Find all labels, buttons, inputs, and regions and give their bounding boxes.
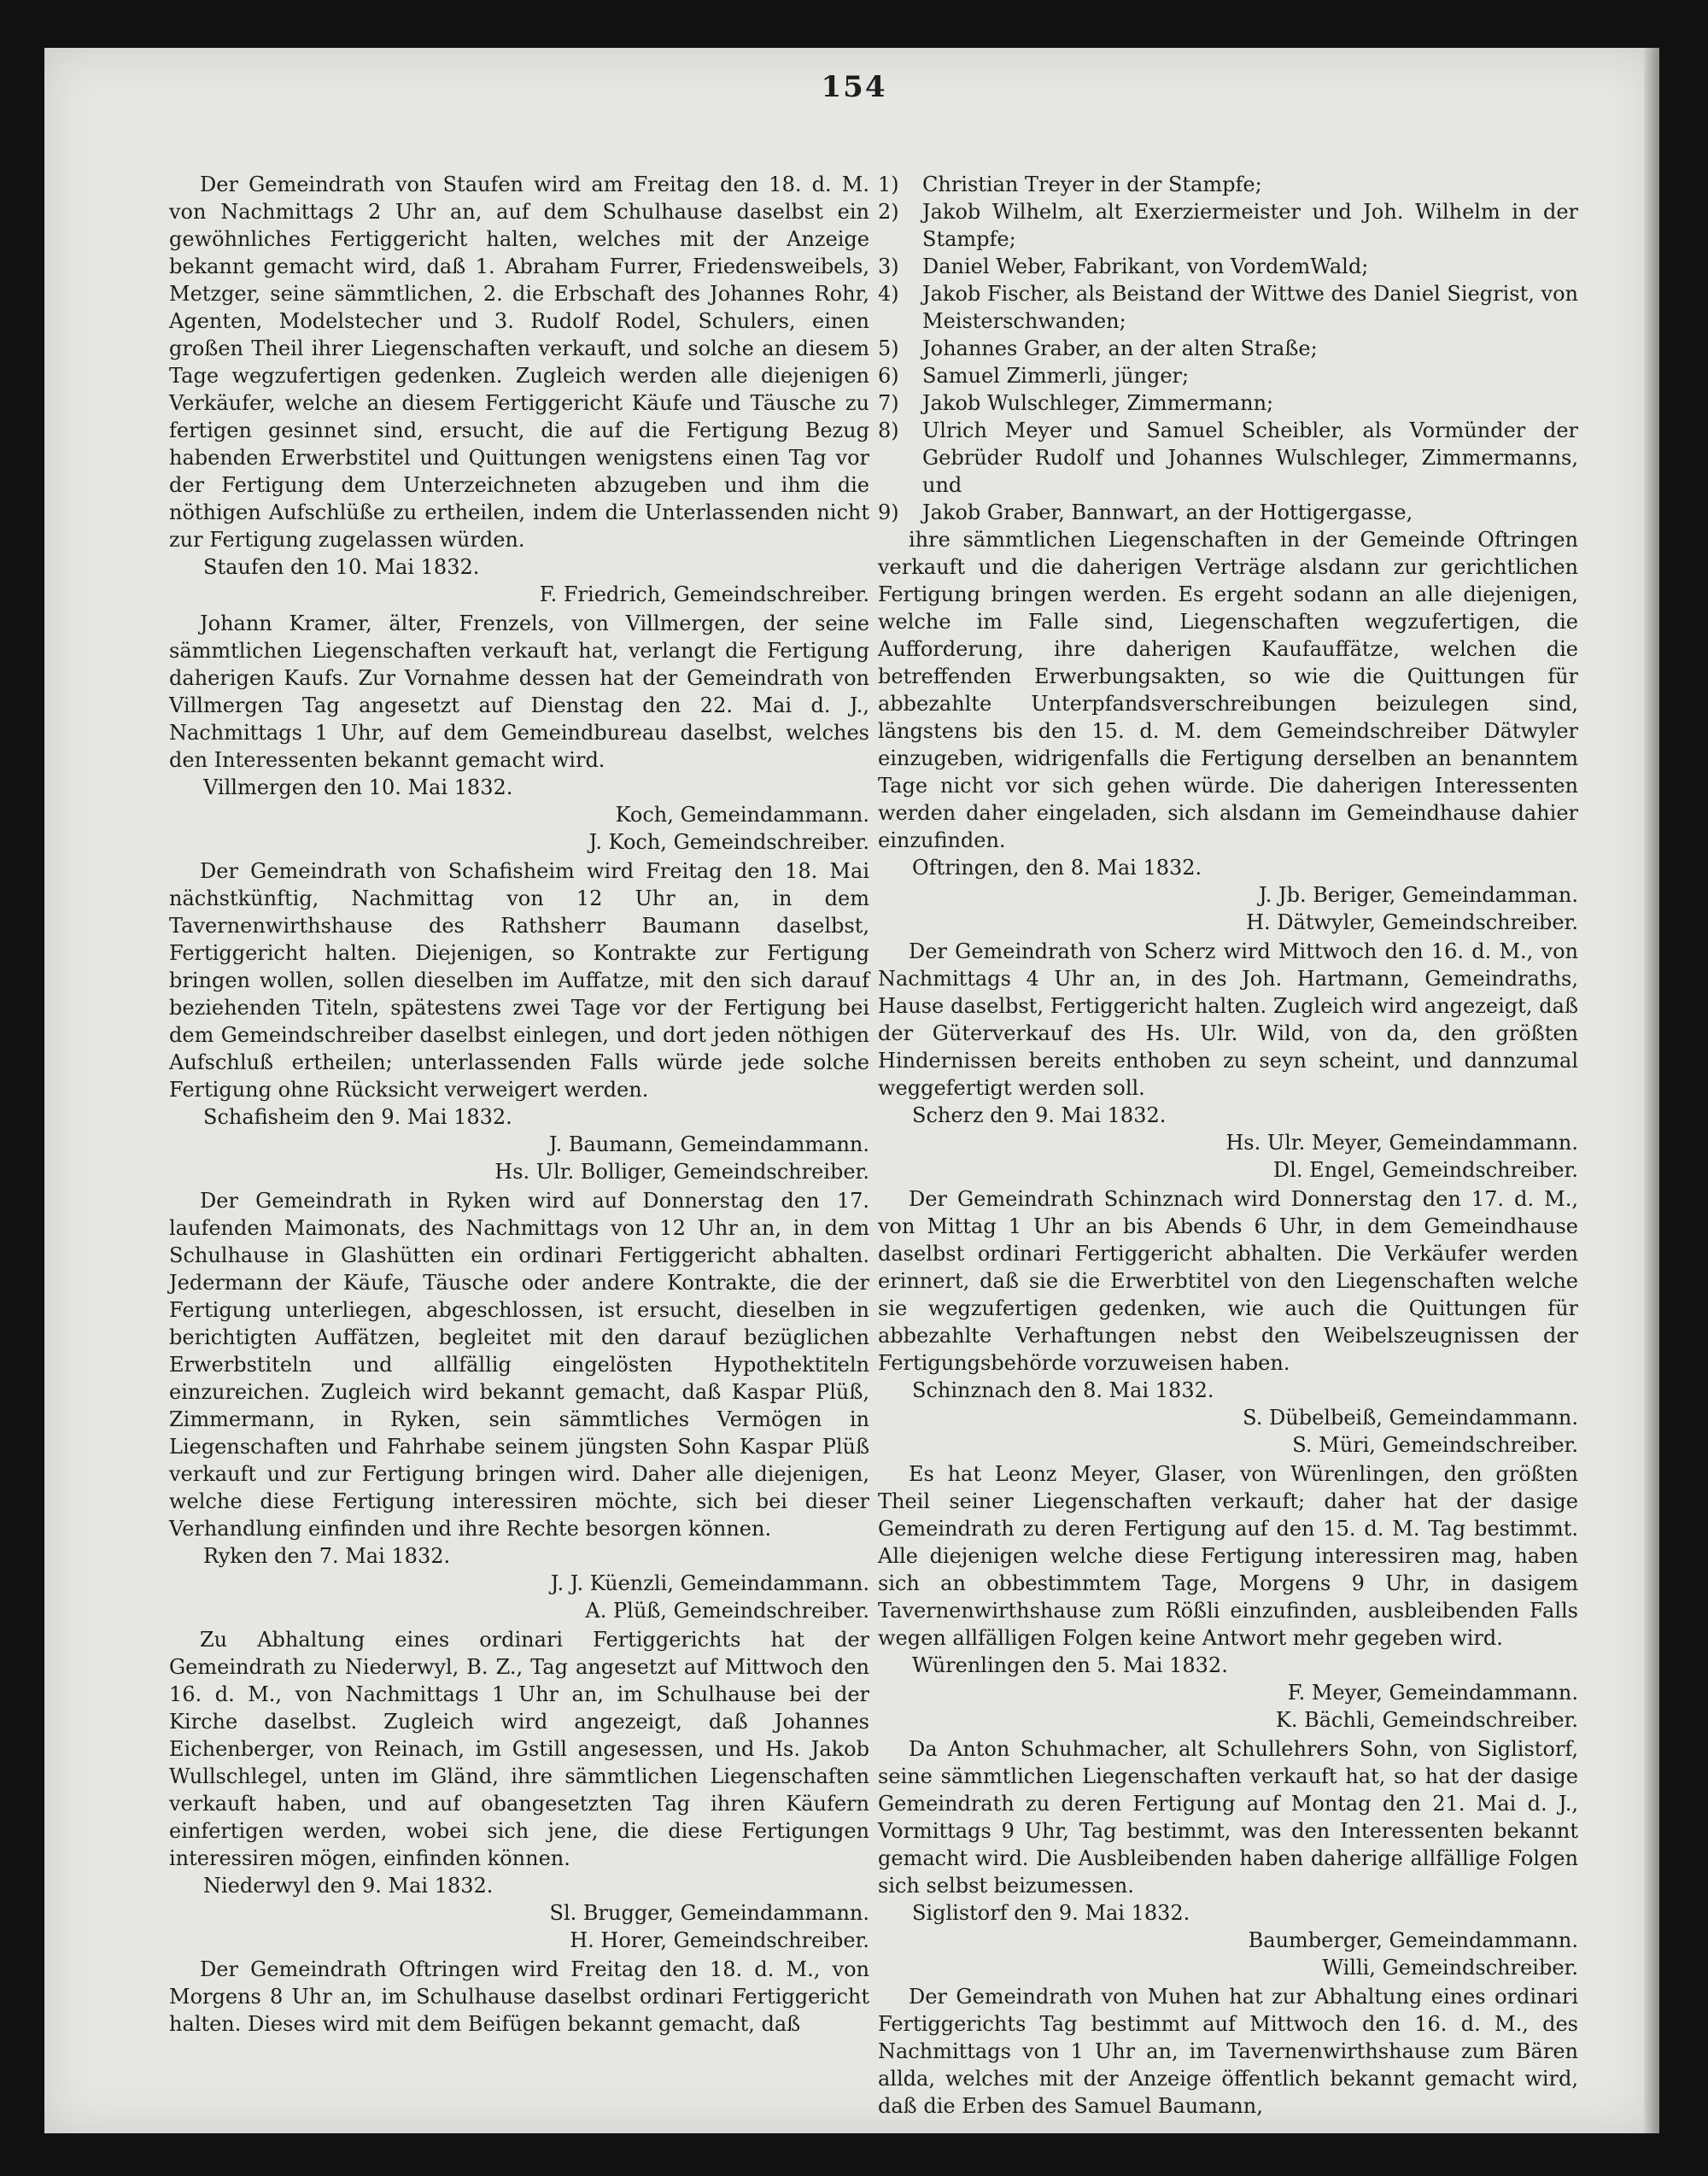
- left-column: [169, 171, 869, 2092]
- signature-line: Willi, Gemeindschreiber.: [1322, 1956, 1578, 1980]
- signature-line: Dl. Engel, Gemeindschreiber.: [1272, 1158, 1578, 1182]
- list-text: Johannes Graber, an der alten Straße;: [922, 336, 1318, 360]
- notice: [169, 1626, 869, 1954]
- list-text: Daniel Weber, Fabrikant, von VordemWald;: [922, 254, 1369, 278]
- list-text: Jakob Fischer, als Beistand der Wittwe des Daniel Siegrist, von Meisterschwanden;: [922, 282, 1578, 333]
- signature-line: J. Jb. Beriger, Gemeindamman.: [1259, 883, 1578, 907]
- list-text: Jakob Wilhelm, alt Exerziermeister und Joh. Wilhelm in der Stampfe;: [922, 200, 1578, 251]
- signature-line: Hs. Ulr. Bolliger, Gemeindschreiber.: [494, 1160, 869, 1184]
- signature-line: J. J. Küenzli, Gemeindammann.: [550, 1571, 869, 1595]
- list-text: Jakob Wulschleger, Zimmermann;: [922, 391, 1274, 415]
- notice-body: Es hat Leonz Meyer, Glaser, von Würenlingen, den größten Theil seiner Liegenschaften verkauft; daher hat der dasige Gemeindrath zu deren Fertigung auf den 15. d. M. Tag bestimmt. Alle diejenigen welche diese Fertigung interessiren mag, haben sich an obbestimmtem Tage, Morgens 9 Uhr, in dasigem Tavernenwirthshause zum Rößli einzufinden, ausbleibenden Falls wegen allfälligen Folgen keine Antwort mehr gegeben wird.: [878, 1462, 1578, 1650]
- list-item: [878, 499, 1578, 526]
- list-item: [878, 280, 1578, 335]
- notice: [169, 171, 869, 608]
- right-column: [878, 171, 1578, 2118]
- notice-body: Der Gemeindrath Schinznach wird Donnerstag den 17. d. M., von Mittag 1 Uhr an bis Abends 6 Uhr, in dem Gemeindhause daselbst ordinari Fertiggericht abhalten. Die Verkäufer werden erinnert, daß sie die Erwerbtitel von den Liegenschaften welche sie wegzufertigen gedenken, wie auch die Quittungen für abbezahlte Verhaftungen nebst den Weibelszeugnissen der Fertigungsbehörde vorzuweisen haben.: [878, 1187, 1578, 1375]
- list-number: 9): [878, 500, 899, 524]
- list-number: 2): [878, 200, 899, 224]
- notice-body: Johann Kramer, älter, Frenzels, von Villmergen, der seine sämmtlichen Liegenschaften verkauft hat, verlangt die Fertigung daherigen Kaufs. Zur Vornahme dessen hat der Gemeindrath von Villmergen Tag angesetzt auf Dienstag den 22. Mai d. J., Nachmittags 1 Uhr, auf dem Gemeindbureau daselbst, welches den Interessenten bekannt gemacht wird.: [169, 611, 869, 772]
- signature-line: J. Baumann, Gemeindammann.: [548, 1132, 869, 1156]
- notice-body: Der Gemeindrath von Schafisheim wird Freitag den 18. Mai nächstkünftig, Nachmittag von 12 Uhr an, in dem Tavernenwirthshause des Rathsherr Baumann daselbst, Fertiggericht halten. Diejenigen, so Kontrakte zur Fertigung bringen wollen, sollen dieselben im Auffatze, mit den sich darauf beziehenden Titeln, spätestens zwei Tage vor der Fertigung bei dem Gemeindschreiber daselbst einlegen, und dort jeden nöthigen Aufschluß ertheilen; unterlassenden Falls würde jede solche Fertigung ohne Rücksicht verweigert werden.: [169, 859, 869, 1102]
- place-date: Ryken den 7. Mai 1832.: [203, 1544, 451, 1568]
- list-number: 1): [878, 173, 899, 196]
- signature-line: H. Horer, Gemeindschreiber.: [570, 1928, 869, 1952]
- notice: [169, 610, 869, 856]
- list-item: [878, 198, 1578, 253]
- notice: [878, 526, 1578, 936]
- place-date: Oftringen, den 8. Mai 1832.: [912, 856, 1202, 880]
- notice-body: Der Gemeindrath in Ryken wird auf Donnerstag den 17. laufenden Maimonats, des Nachmittags von 12 Uhr an, in dem Schulhause in Glashütten ein ordinari Fertiggericht abhalten. Jedermann der Käufe, Täusche oder andere Kontrakte, die der Fertigung unterliegen, abgeschlossen, ist ersucht, dieselben in berichtigten Auffätzen, begleitet mit den darauf bezüglichen Erwerbstiteln und allfällig eingelösten Hypothektiteln einzureichen. Zugleich wird bekannt gemacht, daß Kaspar Plüß, Zimmermann, in Ryken, sein sämmtliches Vermögen in Liegenschaften und Fahrhabe seinem jüngsten Sohn Kaspar Plüß verkauft und zur Fertigung bringen wird. Daher alle diejenigen, welche diese Fertigung interessiren möchte, sich bei dieser Verhandlung einfinden und ihre Rechte besorgen können.: [169, 1189, 869, 1541]
- signature-line: J. Koch, Gemeindschreiber.: [588, 830, 869, 854]
- signature-line: Hs. Ulr. Meyer, Gemeindammann.: [1225, 1131, 1578, 1155]
- notice-body: ihre sämmtlichen Liegenschaften in der Gemeinde Oftringen verkauft und die daherigen Verträge alsdann zur gerichtlichen Fertigung bringen werden. Es ergeht sodann an alle diejenigen, welche im Falle sind, Liegenschaften wegzufertigen, die Aufforderung, ihre daherigen Kaufauffätze, welchen die betreffenden Erwerbungsakten, so wie die Quittungen für abbezahlte Unterpfandsverschreibungen beizulegen sind, längstens bis den 15. d. M. dem Gemeindschreiber Dätwyler einzugeben, widrigenfalls die Fertigung derselben an benanntem Tage nicht vor sich gehen würde. Die daherigen Interessenten werden daher eingeladen, sich alsdann im Gemeindhause dahier einzufinden.: [878, 528, 1578, 852]
- notice-body: Der Gemeindrath von Scherz wird Mittwoch den 16. d. M., von Nachmittags 4 Uhr an, in des Joh. Hartmann, Gemeindraths, Hause daselbst, Fertiggericht halten. Zugleich wird angezeigt, daß der Güterverkauf des Hs. Ulr. Wild, von da, den größten Hindernissen bereits enthoben zu seyn scheint, und dannzumal weggefertigt werden soll.: [878, 939, 1578, 1100]
- list-item: [878, 389, 1578, 417]
- notice: [878, 1185, 1578, 1459]
- list-text: Ulrich Meyer und Samuel Scheibler, als Vormünder der Gebrüder Rudolf und Johannes Wulschleger, Zimmermanns, und: [922, 418, 1578, 497]
- notice: [169, 857, 869, 1185]
- notice: [878, 1983, 1578, 2120]
- list-text: Christian Treyer in der Stampfe;: [922, 173, 1262, 196]
- seller-list: [878, 171, 1578, 526]
- signature-line: A. Plüß, Gemeindschreiber.: [585, 1599, 869, 1623]
- signature-line: Baumberger, Gemeindammann.: [1248, 1928, 1578, 1952]
- list-number: 5): [878, 336, 899, 360]
- place-date: Staufen den 10. Mai 1832.: [203, 555, 480, 579]
- signature-line: S. Dübelbeiß, Gemeindammann.: [1243, 1406, 1578, 1430]
- list-number: 4): [878, 282, 899, 306]
- list-text: Samuel Zimmerli, jünger;: [922, 364, 1190, 388]
- notice: [169, 1956, 869, 2038]
- signature-line: Koch, Gemeindammann.: [615, 803, 869, 827]
- list-number: 8): [878, 418, 899, 442]
- list-item: [878, 171, 1578, 198]
- list-number: 6): [878, 364, 899, 388]
- notice-body: Der Gemeindrath von Staufen wird am Freitag den 18. d. M. von Nachmittags 2 Uhr an, auf dem Schulhause daselbst ein gewöhnliches Fertiggericht halten, welches mit der Anzeige bekannt gemacht wird, daß 1. Abraham Furrer, Friedensweibels, Metzger, seine sämmtlichen, 2. die Erbschaft des Johannes Rohr, Agenten, Modelstecher und 3. Rudolf Rodel, Schulers, einen großen Theil ihrer Liegenschaften verkauft, und solche an diesem Tage wegzufertigen gedenken. Zugleich werden alle diejenigen Verkäufer, welche an diesem Fertiggericht Käufe und Täusche zu fertigen gesinnet sind, ersucht, die auf die Fertigung Bezug habenden Erwerbstitel und Quittungen wenigstens einen Tag vor der Fertigung dem Unterzeichneten abzugeben und ihm die nöthigen Aufschlüße zu ertheilen, indem die Unterlassenden nicht zur Fertigung zugelassen würden.: [169, 173, 869, 552]
- signature-line: K. Bächli, Gemeindschreiber.: [1275, 1708, 1578, 1732]
- notice-body: Der Gemeindrath von Muhen hat zur Abhaltung eines ordinari Fertiggerichts Tag bestimmt auf Mittwoch den 16. d. M., des Nachmittags von 1 Uhr an, im Tavernenwirthshause zum Bären allda, welches mit der Anzeige öffentlich bekannt gemacht wird, daß die Erben des Samuel Baumann,: [878, 1985, 1578, 2118]
- list-item: [878, 417, 1578, 499]
- signature-line: F. Friedrich, Gemeindschreiber.: [539, 582, 869, 606]
- list-item: [878, 253, 1578, 280]
- page-number: 154: [821, 70, 887, 104]
- signature-line: Sl. Brugger, Gemeindammann.: [549, 1901, 869, 1925]
- list-number: 3): [878, 254, 899, 278]
- notice: [878, 1735, 1578, 1981]
- place-date: Villmergen den 10. Mai 1832.: [203, 775, 513, 799]
- page-edge: [1644, 48, 1659, 2133]
- notice-body: Der Gemeindrath Oftringen wird Freitag den 18. d. M., von Morgens 8 Uhr an, im Schulhause daselbst ordinari Fertiggericht halten. Dieses wird mit dem Beifügen bekannt gemacht, daß: [169, 1957, 869, 2036]
- list-number: 7): [878, 391, 899, 415]
- list-item: [878, 335, 1578, 362]
- list-item: [878, 362, 1578, 389]
- notice-body: Da Anton Schuhmacher, alt Schullehrers Sohn, von Siglistorf, seine sämmtlichen Liegenschaften verkauft hat, so hat der dasige Gemeindrath zu deren Fertigung auf Montag den 21. Mai d. J., Vormittags 9 Uhr, Tag bestimmt, was den Interessenten bekannt gemacht wird. Die Ausbleibenden haben daherige allfällige Folgen sich selbst beizumessen.: [878, 1737, 1578, 1898]
- right-column-notices: [878, 526, 1578, 2120]
- notice-body: Zu Abhaltung eines ordinari Fertiggerichts hat der Gemeindrath zu Niederwyl, B. Z., Tag angesetzt auf Mittwoch den 16. d. M., von Nachmittags 1 Uhr an, im Schulhause bei der Kirche daselbst. Zugleich wird angezeigt, daß Johannes Eichenberger, von Reinach, im Gstill angesessen, und Hs. Jakob Wullschlegel, unten im Gländ, ihre sämmtlichen Liegenschaften verkauft haben, und auf obangesetzten Tag ihren Käufern einfertigen werden, wobei sich jene, die diese Fertigungen interessiren mögen, einfinden können.: [169, 1628, 869, 1870]
- place-date: Siglistorf den 9. Mai 1832.: [912, 1901, 1190, 1925]
- list-text: Jakob Graber, Bannwart, an der Hottigergasse,: [922, 500, 1413, 524]
- place-date: Scherz den 9. Mai 1832.: [912, 1103, 1167, 1127]
- signature-line: H. Dätwyler, Gemeindschreiber.: [1246, 910, 1578, 934]
- place-date: Niederwyl den 9. Mai 1832.: [203, 1874, 494, 1898]
- notice: [878, 938, 1578, 1184]
- notice: [878, 1460, 1578, 1734]
- signature-line: S. Müri, Gemeindschreiber.: [1292, 1433, 1578, 1457]
- place-date: Schafisheim den 9. Mai 1832.: [203, 1105, 512, 1129]
- place-date: Würenlingen den 5. Mai 1832.: [912, 1653, 1228, 1677]
- place-date: Schinznach den 8. Mai 1832.: [912, 1378, 1214, 1402]
- notice: [169, 1187, 869, 1624]
- signature-line: F. Meyer, Gemeindammann.: [1287, 1681, 1578, 1705]
